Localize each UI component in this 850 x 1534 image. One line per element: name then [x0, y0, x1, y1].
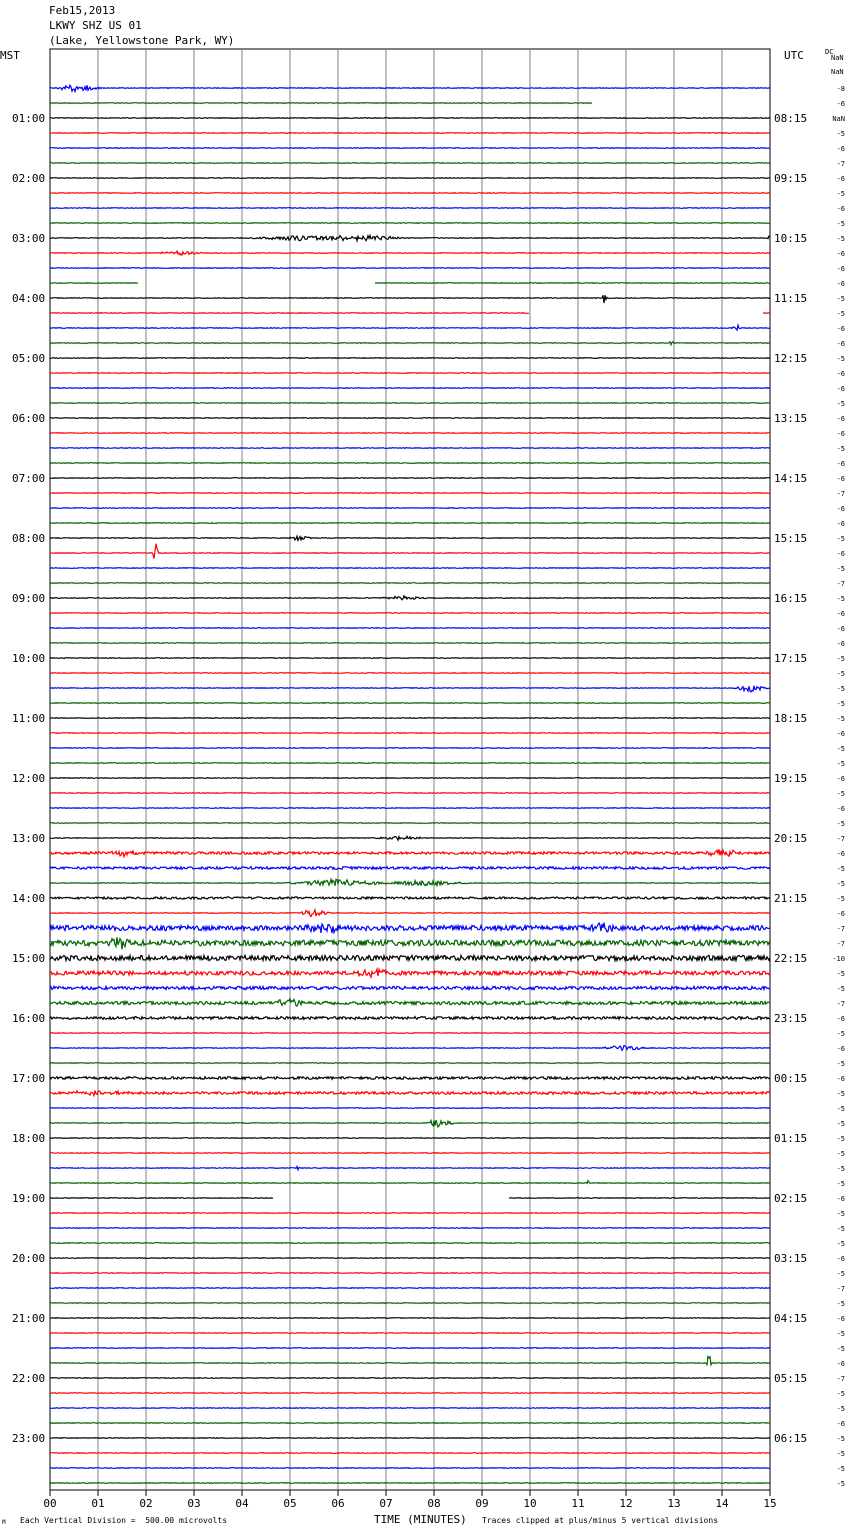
trace-value-label: -10	[832, 955, 845, 963]
plot-date: Feb15,2013	[49, 4, 116, 17]
trace-value-label: -6	[836, 1315, 845, 1323]
seismic-trace	[50, 1453, 770, 1454]
seismic-trace	[50, 763, 770, 764]
seismic-trace	[50, 1378, 770, 1379]
x-tick-label: 06	[331, 1497, 345, 1510]
left-hour-label: 16:00	[12, 1012, 46, 1025]
trace-value-label: -5	[836, 445, 845, 453]
right-hour-label: 01:15	[774, 1132, 808, 1145]
seismic-trace	[50, 1243, 770, 1244]
trace-value-label: -5	[836, 1435, 845, 1443]
trace-value-label: -5	[836, 745, 845, 753]
trace-value-label: -6	[836, 385, 845, 393]
left-hour-label: 08:00	[12, 532, 46, 545]
trace-value-label: -5	[836, 1345, 845, 1353]
trace-value-label: -6	[836, 625, 845, 633]
right-hour-label: 20:15	[774, 832, 808, 845]
seismic-trace	[50, 313, 770, 314]
right-hour-label: 09:15	[774, 172, 808, 185]
x-tick-label: 12	[619, 1497, 633, 1510]
seismic-trace	[50, 613, 770, 614]
trace-value-label: -6	[836, 100, 845, 108]
trace-value-label: -7	[836, 1375, 845, 1383]
seismic-trace	[50, 1017, 770, 1020]
seismic-trace	[50, 223, 770, 224]
right-hour-label: 12:15	[774, 352, 808, 365]
seismic-trace	[50, 508, 770, 509]
trace-value-label: -5	[836, 760, 845, 768]
trace-value-label: -6	[836, 340, 845, 348]
trace-value-label: -6	[836, 1360, 845, 1368]
corner-mark: M	[2, 1519, 6, 1526]
left-hour-label: 10:00	[12, 652, 46, 665]
seismic-trace	[50, 193, 770, 194]
trace-value-label: -5	[836, 1210, 845, 1218]
seismic-trace	[50, 1468, 770, 1469]
trace-value-label: -5	[836, 1300, 845, 1308]
left-hour-label: 03:00	[12, 232, 46, 245]
seismic-trace	[50, 433, 770, 434]
dc-label: DC	[825, 48, 834, 56]
seismic-trace	[50, 867, 770, 870]
seismic-trace	[50, 733, 770, 734]
trace-value-label: -7	[836, 580, 845, 588]
trace-value-label: -5	[836, 1405, 845, 1413]
seismic-trace	[50, 493, 770, 494]
trace-value-label: -5	[836, 1330, 845, 1338]
trace-value-label: -5	[836, 880, 845, 888]
seismic-trace	[50, 897, 770, 899]
seismic-trace	[50, 1046, 770, 1051]
trace-value-label: -5	[836, 1135, 845, 1143]
trace-value-label: -5	[836, 985, 845, 993]
x-tick-label: 14	[715, 1497, 729, 1510]
trace-value-label: -7	[836, 1000, 845, 1008]
seismic-trace	[50, 283, 770, 284]
seismic-trace	[50, 1408, 770, 1409]
trace-value-label: -6	[836, 325, 845, 333]
seismic-trace	[50, 1063, 770, 1064]
clip-note: Traces clipped at plus/minus 5 vertical divisions	[482, 1516, 719, 1525]
trace-value-label: -6	[836, 370, 845, 378]
left-hour-label: 21:00	[12, 1312, 46, 1325]
trace-value-label: -8	[836, 85, 845, 93]
trace-value-label: -5	[836, 1450, 845, 1458]
x-tick-label: 11	[571, 1497, 585, 1510]
trace-value-label: -5	[836, 1120, 845, 1128]
x-tick-label: 15	[763, 1497, 777, 1510]
seismic-trace	[50, 1333, 770, 1334]
seismic-trace	[50, 1108, 770, 1109]
right-hour-label: 19:15	[774, 772, 808, 785]
left-timezone-label: MST	[0, 49, 20, 62]
seismic-trace	[50, 808, 770, 809]
right-hour-label: 10:15	[774, 232, 808, 245]
right-hour-label: 00:15	[774, 1072, 808, 1085]
trace-value-label: -6	[836, 460, 845, 468]
trace-value-label: -5	[836, 535, 845, 543]
seismic-trace	[50, 85, 770, 91]
seismic-trace	[50, 686, 770, 692]
trace-value-label: -5	[836, 1090, 845, 1098]
seismic-trace	[50, 523, 770, 524]
seismic-trace	[50, 178, 770, 179]
trace-value-label: -6	[836, 205, 845, 213]
seismic-trace	[50, 568, 770, 569]
seismic-trace	[50, 986, 770, 989]
trace-value-label: -7	[836, 835, 845, 843]
seismic-trace	[50, 1288, 770, 1289]
left-hour-label: 23:00	[12, 1432, 46, 1445]
right-hour-label: 06:15	[774, 1432, 808, 1445]
seismic-trace	[50, 628, 770, 629]
trace-value-label: -5	[836, 235, 845, 243]
seismic-trace	[50, 658, 770, 659]
trace-value-label: -5	[836, 1465, 845, 1473]
seismic-trace	[50, 999, 770, 1007]
trace-value-label: -6	[836, 1015, 845, 1023]
right-hour-label: 21:15	[774, 892, 808, 905]
seismic-trace	[50, 1483, 770, 1484]
trace-value-label: -5	[836, 655, 845, 663]
seismic-trace	[50, 1423, 770, 1424]
trace-value-label: -5	[836, 685, 845, 693]
trace-value-label: -6	[836, 175, 845, 183]
trace-value-label: -5	[836, 970, 845, 978]
seismic-trace	[50, 448, 770, 449]
x-tick-label: 04	[235, 1497, 249, 1510]
seismic-trace	[50, 969, 770, 977]
seismic-trace	[50, 596, 770, 600]
seismic-trace	[50, 358, 770, 359]
seismic-trace	[50, 1138, 770, 1139]
trace-value-label: -6	[836, 640, 845, 648]
seismic-trace	[50, 463, 770, 464]
dc-value-1: NaN	[831, 54, 844, 62]
right-hour-label: 17:15	[774, 652, 808, 665]
left-hour-label: 07:00	[12, 472, 46, 485]
seismic-trace	[50, 1273, 770, 1274]
x-tick-label: 02	[139, 1497, 153, 1510]
trace-value-label: -6	[836, 265, 845, 273]
seismic-trace	[50, 478, 770, 479]
trace-value-label: -6	[836, 730, 845, 738]
seismic-trace	[50, 236, 770, 241]
trace-value-label: -5	[836, 865, 845, 873]
left-hour-label: 22:00	[12, 1372, 46, 1385]
seismic-trace	[50, 1357, 770, 1365]
seismic-trace	[50, 673, 770, 674]
seismic-trace	[50, 148, 770, 149]
right-hour-label: 04:15	[774, 1312, 808, 1325]
seismic-trace	[50, 1258, 770, 1259]
seismic-trace	[50, 342, 770, 345]
seismic-trace	[50, 1181, 770, 1184]
trace-value-label: -6	[836, 1195, 845, 1203]
right-hour-label: 14:15	[774, 472, 808, 485]
trace-value-label: -5	[836, 1165, 845, 1173]
trace-value-label: -5	[836, 670, 845, 678]
left-hour-label: 13:00	[12, 832, 46, 845]
left-hour-label: 19:00	[12, 1192, 46, 1205]
trace-value-label: -5	[836, 565, 845, 573]
seismic-trace	[50, 937, 770, 949]
x-tick-label: 00	[43, 1497, 57, 1510]
trace-value-label: -5	[836, 355, 845, 363]
trace-value-label: -6	[836, 250, 845, 258]
trace-value-label: -6	[836, 1075, 845, 1083]
seismic-trace	[50, 1091, 770, 1096]
left-hour-label: 01:00	[12, 112, 46, 125]
seismic-trace	[50, 1198, 770, 1199]
seismic-trace	[50, 268, 770, 269]
trace-value-label: -5	[836, 595, 845, 603]
seismic-trace	[50, 325, 770, 330]
right-hour-label: 23:15	[774, 1012, 808, 1025]
station-location: (Lake, Yellowstone Park, WY)	[49, 34, 235, 47]
seismic-trace	[50, 1438, 770, 1439]
seismic-trace	[50, 1153, 770, 1154]
right-hour-label: 15:15	[774, 532, 808, 545]
right-hour-label: 03:15	[774, 1252, 808, 1265]
trace-value-label: -6	[836, 805, 845, 813]
seismic-trace	[50, 1318, 770, 1319]
seismic-trace	[50, 1348, 770, 1349]
trace-value-label: -6	[836, 475, 845, 483]
x-tick-label: 07	[379, 1497, 393, 1510]
trace-value-label: -5	[836, 130, 845, 138]
seismic-trace	[50, 544, 770, 559]
trace-value-label: -5	[836, 1030, 845, 1038]
left-hour-label: 18:00	[12, 1132, 46, 1145]
x-tick-label: 08	[427, 1497, 441, 1510]
right-hour-label: 05:15	[774, 1372, 808, 1385]
trace-value-label: NaN	[832, 115, 845, 123]
seismic-trace	[50, 879, 770, 886]
trace-value-label: -6	[836, 1420, 845, 1428]
trace-value-label: -6	[836, 505, 845, 513]
trace-value-label: -7	[836, 940, 845, 948]
right-hour-label: 16:15	[774, 592, 808, 605]
seismic-trace	[50, 163, 770, 164]
right-hour-label: 02:15	[774, 1192, 808, 1205]
trace-value-label: -5	[836, 1105, 845, 1113]
trace-value-label: -6	[836, 430, 845, 438]
trace-value-label: -6	[836, 415, 845, 423]
trace-value-label: -6	[836, 1255, 845, 1263]
seismic-trace	[50, 823, 770, 824]
x-tick-label: 10	[523, 1497, 537, 1510]
seismic-trace	[50, 923, 770, 934]
left-hour-label: 11:00	[12, 712, 46, 725]
trace-value-label: -5	[836, 1150, 845, 1158]
trace-value-label: -6	[836, 520, 845, 528]
trace-value-label: -5	[836, 190, 845, 198]
seismic-trace	[50, 836, 770, 840]
trace-value-label: -6	[836, 550, 845, 558]
trace-value-label: -5	[836, 220, 845, 228]
trace-value-label: -5	[836, 790, 845, 798]
seismic-trace	[50, 643, 770, 644]
right-timezone-label: UTC	[784, 49, 804, 62]
trace-value-label: -5	[836, 1270, 845, 1278]
station-code: LKWY SHZ US 01	[49, 19, 142, 32]
left-hour-label: 09:00	[12, 592, 46, 605]
trace-value-label: -6	[836, 910, 845, 918]
x-tick-label: 13	[667, 1497, 681, 1510]
seismic-trace	[50, 1120, 770, 1127]
trace-value-label: -5	[836, 400, 845, 408]
left-hour-label: 17:00	[12, 1072, 46, 1085]
seismic-trace	[50, 208, 770, 209]
trace-value-label: -5	[836, 715, 845, 723]
seismic-trace	[50, 793, 770, 794]
trace-value-label: -6	[836, 775, 845, 783]
trace-value-label: -5	[836, 310, 845, 318]
seismic-trace	[50, 1077, 770, 1080]
x-tick-label: 09	[475, 1497, 489, 1510]
left-hour-label: 04:00	[12, 292, 46, 305]
seismic-trace	[50, 1213, 770, 1214]
left-hour-label: 02:00	[12, 172, 46, 185]
seismic-trace	[50, 403, 770, 404]
trace-value-label: -5	[836, 895, 845, 903]
trace-value-label: -5	[836, 820, 845, 828]
seismic-trace	[50, 703, 770, 704]
trace-value-label: -7	[836, 160, 845, 168]
trace-value-label: -5	[836, 1390, 845, 1398]
trace-value-label: -6	[836, 610, 845, 618]
right-hour-label: 22:15	[774, 952, 808, 965]
seismic-trace	[50, 1228, 770, 1229]
seismic-trace	[50, 849, 770, 856]
seismic-trace	[50, 955, 770, 960]
seismic-trace	[50, 295, 770, 303]
left-hour-label: 14:00	[12, 892, 46, 905]
x-tick-label: 01	[91, 1497, 105, 1510]
trace-value-label: -6	[836, 145, 845, 153]
left-hour-label: 05:00	[12, 352, 46, 365]
right-hour-label: 13:15	[774, 412, 808, 425]
dc-value-2: NaN	[831, 68, 844, 76]
right-hour-label: 08:15	[774, 112, 808, 125]
seismic-trace	[50, 718, 770, 719]
seismic-trace	[50, 1167, 770, 1170]
trace-value-label: -7	[836, 1285, 845, 1293]
seismic-trace	[50, 1393, 770, 1394]
trace-value-label: -5	[836, 1240, 845, 1248]
x-tick-label: 05	[283, 1497, 297, 1510]
seismic-trace	[50, 778, 770, 779]
trace-value-label: -7	[836, 490, 845, 498]
x-tick-label: 03	[187, 1497, 201, 1510]
scale-note: Each Vertical Division = 500.00 microvolts	[20, 1516, 228, 1525]
trace-value-label: -5	[836, 295, 845, 303]
seismic-trace	[50, 103, 592, 104]
seismic-trace	[50, 1033, 770, 1034]
trace-value-label: -5	[836, 700, 845, 708]
trace-value-label: -6	[836, 850, 845, 858]
trace-value-label: -5	[836, 1480, 845, 1488]
seismic-trace	[50, 910, 770, 917]
seismic-trace	[50, 536, 770, 540]
seismic-trace	[50, 1303, 770, 1304]
right-hour-label: 11:15	[774, 292, 808, 305]
trace-value-label: -5	[836, 1180, 845, 1188]
seismic-trace	[50, 583, 770, 584]
trace-value-label: -7	[836, 925, 845, 933]
seismic-trace	[50, 748, 770, 749]
trace-value-label: -5	[836, 1060, 845, 1068]
left-hour-label: 15:00	[12, 952, 46, 965]
right-hour-label: 18:15	[774, 712, 808, 725]
x-axis-title: TIME (MINUTES)	[374, 1513, 467, 1526]
seismic-trace	[50, 373, 770, 374]
left-hour-label: 20:00	[12, 1252, 46, 1265]
seismic-trace	[50, 388, 770, 389]
seismic-trace	[50, 251, 770, 255]
trace-value-label: -5	[836, 1225, 845, 1233]
seismic-trace	[50, 118, 770, 119]
left-hour-label: 06:00	[12, 412, 46, 425]
trace-value-label: -6	[836, 280, 845, 288]
seismic-trace	[50, 133, 770, 134]
seismic-trace	[50, 418, 770, 419]
left-hour-label: 12:00	[12, 772, 46, 785]
trace-value-label: -6	[836, 1045, 845, 1053]
